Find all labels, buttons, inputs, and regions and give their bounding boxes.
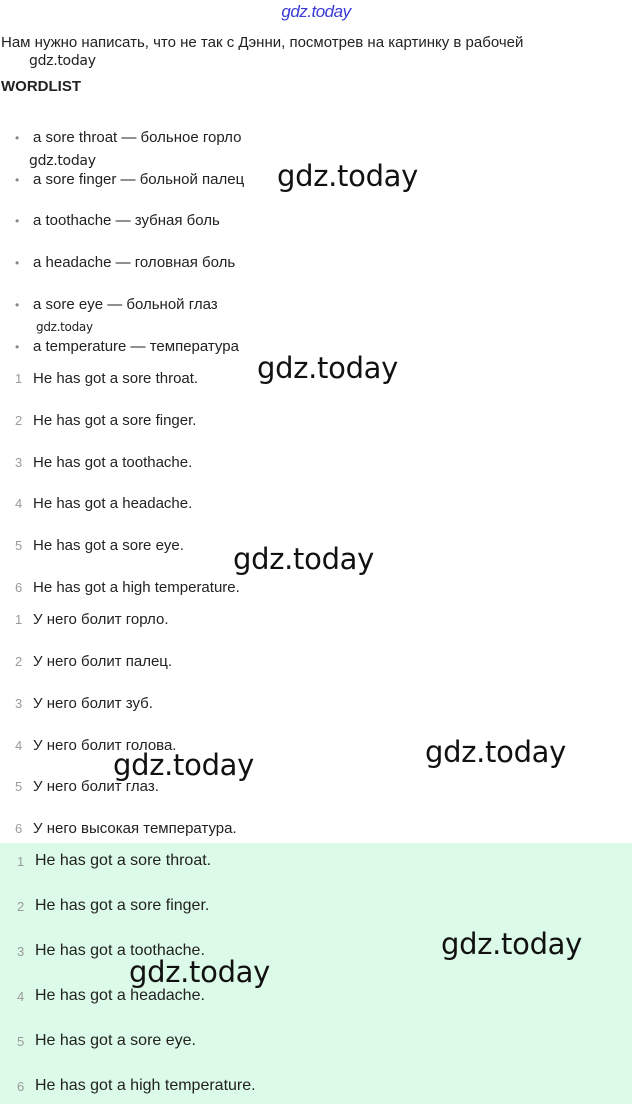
watermark: gdz.today xyxy=(29,53,96,69)
list-item: У него болит горло. xyxy=(33,611,169,628)
list-item: a temperature — температура xyxy=(33,338,239,355)
bullet-icon: • xyxy=(15,256,20,270)
bullet-icon: • xyxy=(15,340,20,354)
list-number: 1 xyxy=(15,371,23,386)
list-number: 1 xyxy=(15,612,23,627)
watermark: gdz.today xyxy=(425,735,567,769)
list-number: 1 xyxy=(17,854,25,869)
list-item: a sore eye — больной глаз xyxy=(33,296,218,313)
bullet-icon: • xyxy=(15,214,20,228)
highlighted-answer-block xyxy=(0,843,632,1104)
bullet-icon: • xyxy=(15,298,20,312)
intro-text: Нам нужно написать, что не так с Дэнни, посмотрев на картинку в рабочей xyxy=(1,34,524,51)
list-number: 5 xyxy=(15,538,23,553)
list-number: 5 xyxy=(17,1034,25,1049)
list-number: 2 xyxy=(15,654,23,669)
list-number: 4 xyxy=(17,989,25,1004)
list-number: 4 xyxy=(15,496,23,511)
list-number: 2 xyxy=(17,899,25,914)
list-number: 3 xyxy=(15,696,23,711)
list-item: a sore finger — больной палец xyxy=(33,171,245,188)
list-number: 2 xyxy=(15,413,23,428)
list-number: 3 xyxy=(15,455,23,470)
list-number: 6 xyxy=(15,821,23,836)
site-logo[interactable]: gdz.today xyxy=(281,2,351,21)
list-item: У него болит палец. xyxy=(33,653,173,670)
list-item: He has got a sore eye. xyxy=(33,537,184,554)
list-number: 3 xyxy=(17,944,25,959)
list-item: He has got a sore throat. xyxy=(35,852,212,869)
watermark: gdz.today xyxy=(233,542,375,576)
watermark: gdz.today xyxy=(277,159,419,193)
list-item: a headache — головная боль xyxy=(33,254,236,271)
list-item: a toothache — зубная боль xyxy=(33,212,220,229)
watermark: gdz.today xyxy=(129,955,271,989)
watermark: gdz.today xyxy=(441,927,583,961)
watermark: gdz.today xyxy=(257,351,399,385)
bullet-icon: • xyxy=(15,131,20,145)
list-item: He has got a sore finger. xyxy=(33,412,197,429)
list-item: He has got a headache. xyxy=(35,987,205,1004)
watermark: gdz.today xyxy=(113,748,255,782)
list-item: a sore throat — больное горло xyxy=(33,129,242,146)
list-item: У него болит глаз. xyxy=(33,778,159,795)
list-item: He has got a sore eye. xyxy=(35,1032,196,1049)
wordlist-title: WORDLIST xyxy=(1,78,81,95)
list-item: He has got a sore throat. xyxy=(33,370,199,387)
list-number: 6 xyxy=(17,1079,25,1094)
list-item: He has got a headache. xyxy=(33,495,193,512)
list-item: У него высокая температура. xyxy=(33,820,237,837)
list-item: He has got a sore finger. xyxy=(35,897,210,914)
list-number: 4 xyxy=(15,738,23,753)
list-item: He has got a high temperature. xyxy=(35,1077,256,1094)
list-item: He has got a high temperature. xyxy=(33,579,240,596)
list-number: 5 xyxy=(15,779,23,794)
watermark: gdz.today xyxy=(36,320,93,334)
list-item: У него болит зуб. xyxy=(33,695,153,712)
list-item: У него болит голова. xyxy=(33,737,177,754)
list-item: He has got a toothache. xyxy=(35,942,205,959)
watermark: gdz.today xyxy=(29,153,96,169)
bullet-icon: • xyxy=(15,173,20,187)
list-item: He has got a toothache. xyxy=(33,454,193,471)
list-number: 6 xyxy=(15,580,23,595)
